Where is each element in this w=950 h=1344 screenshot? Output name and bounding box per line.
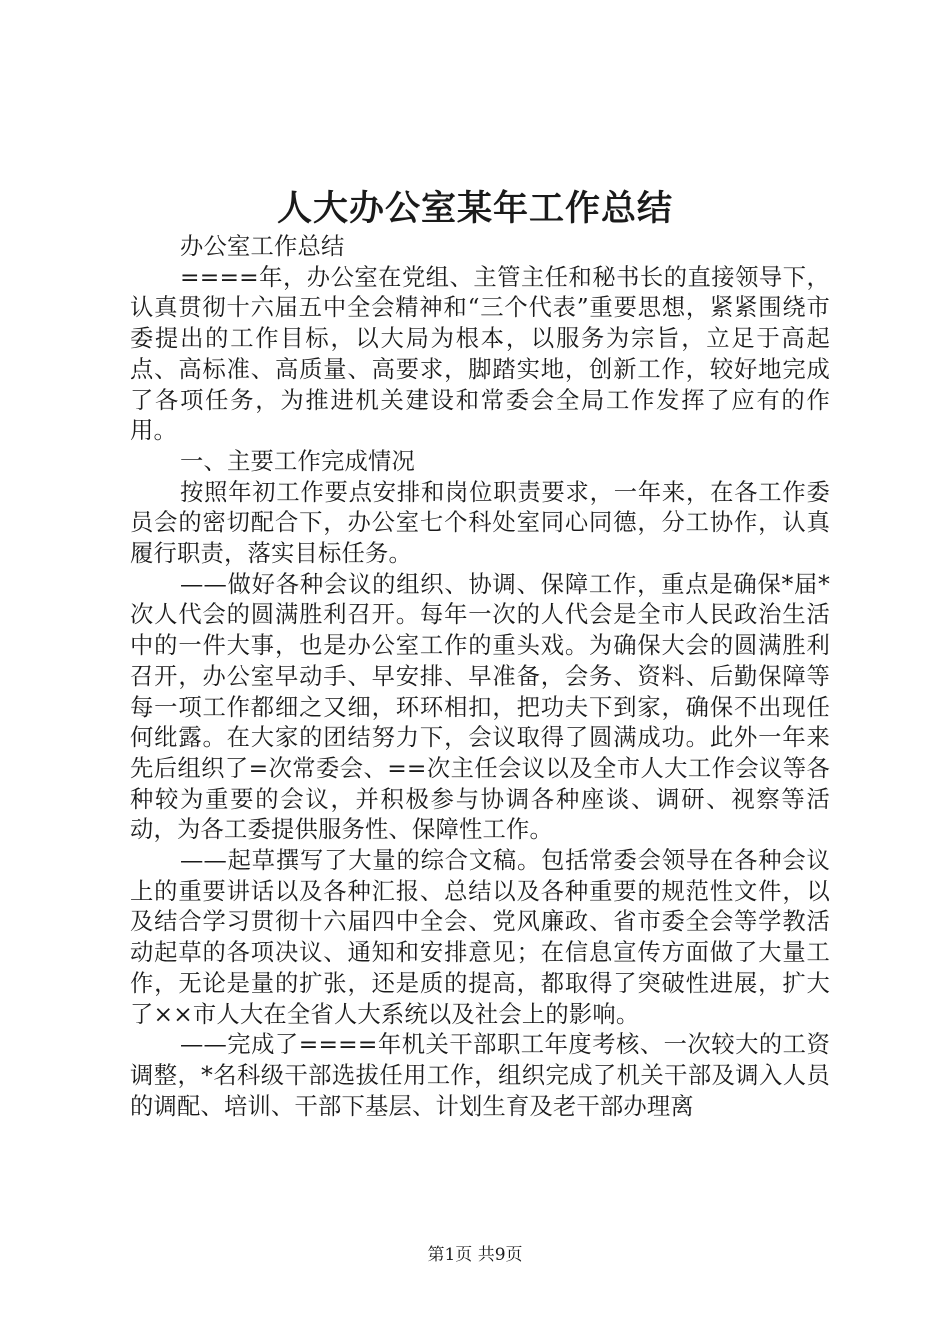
paragraph: ——完成了====年机关干部职工年度考核、一次较大的工资调整，*名科级干部选拔任用工作，组织完成了机关干部及调入人员的调配、培训、干部下基层、计划生育及老干部办理离	[130, 1031, 830, 1120]
paragraph-intro: ====年，办公室在党组、主管主任和秘书长的直接领导下，认真贯彻十六届五中全会精神和“三个代表”重要思想，紧紧围绕市委提出的工作目标，以大局为根本，以服务为宗旨，立足于高起点、高标准、高质量、高要求，脚踏实地，创新工作，较好地完成了各项任务，为推进机关建设和常委会全局工作发挥了应有的作用。	[130, 263, 830, 445]
paragraph-heading: 办公室工作总结	[180, 233, 345, 260]
section-heading: 一、主要工作完成情况	[180, 447, 415, 475]
paragraph: ——做好各种会议的组织、协调、保障工作，重点是确保*届*次人代会的圆满胜利召开。每年一次的人代会是全市人民政治生活中的一件大事，也是办公室工作的重头戏。为确保大会的圆满胜利召开，办公室早动手、早安排、早准备，会务、资料、后勤保障等每一项工作都细之又细，环环相扣，把功夫下到家，确保不出现任何纰露。在大家的团结努力下，会议取得了圆满成功。此外一年来先后组织了=次常委会、==次主任会议以及全市人大工作会议等各种较为重要的会议，并积极参与协调各种座谈、调研、视察等活动，为各工委提供服务性、保障性工作。	[130, 570, 830, 844]
document-body	[130, 232, 830, 1122]
page-number: 第1页 共9页	[427, 1245, 523, 1265]
paragraph: ——起草撰写了大量的综合文稿。包括常委会领导在各种会议上的重要讲话以及各种汇报、总结以及各种重要的规范性文件，以及结合学习贯彻十六届四中全会、党风廉政、省市委全会等学教活动起草的各项决议、通知和安排意见；在信息宣传方面做了大量工作，无论是量的扩张，还是质的提高，都取得了突破性进展，扩大了××市人大在全省人大系统以及社会上的影响。	[130, 847, 830, 1028]
paragraph: 按照年初工作要点安排和岗位职责要求，一年来，在各工作委员会的密切配合下，办公室七个科处室同心同德，分工协作，认真履行职责，落实目标任务。	[130, 478, 830, 568]
document-title: 人大办公室某年工作总结	[276, 188, 673, 229]
